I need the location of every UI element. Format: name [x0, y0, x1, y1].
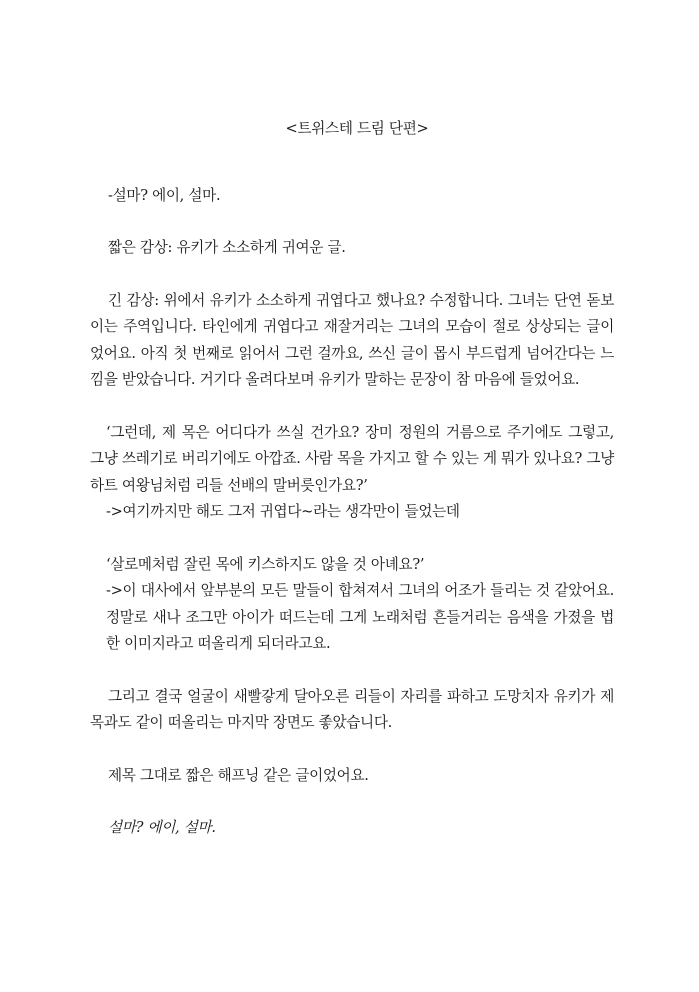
document-title: <트위스테 드림 단편>	[285, 120, 429, 137]
document-page	[90, 116, 614, 842]
comment-paragraph: ->이 대사에서 앞부분의 모든 말들이 합쳐져서 그녀의 어조가 들리는 것 같았어요. 정말로 새나 조그만 아이가 떠드는데 그게 노래처럼 흔들거리는 음색을 가졌을 법한 이미지라고 떠올리게 되더라고요.	[106, 582, 614, 652]
ending-review: 그리고 결국 얼굴이 새빨갛게 달아오른 리들이 자리를 파하고 도망치자 유키가 제목과도 같이 떠올리는 마지막 장면도 좋았습니다.	[90, 687, 614, 731]
quoted-passage: ‘살로메처럼 잘린 목에 키스하지도 않을 것 아녜요?’	[106, 555, 425, 573]
paragraph-gap	[90, 737, 614, 763]
quoted-passage: ‘그런데, 제 목은 어디다가 쓰실 건가요? 장미 정원의 거름으로 주기에도 그렇고, 그냥 쓰레기로 버리기에도 아깝죠. 사람 목을 가지고 할 수 있는 게 뭐가 있나요? 그냥 하트 여왕님처럼 리들 선배의 말버릇인가요?’	[90, 423, 614, 494]
opening-line: -설마? 에이, 설마.	[108, 186, 221, 204]
paragraph-gap	[90, 262, 614, 288]
closing-line: 설마? 에이, 설마.	[108, 819, 216, 836]
paragraph-gap	[90, 209, 614, 235]
paragraph-gap	[90, 526, 614, 552]
comment-paragraph: ->여기까지만 해도 그저 귀엽다~라는 생각만이 들었는데	[106, 503, 460, 520]
summary-line: 제목 그대로 짧은 해프닝 같은 글이었어요.	[108, 766, 369, 784]
long-review: 긴 감상: 위에서 유키가 소소하게 귀엽다고 했나요? 수정합니다. 그녀는 단연 돋보이는 주역입니다. 타인에게 귀엽다고 재잘거리는 그녀의 모습이 절로 상상되는 글이었어요. 아직 첫 번째로 읽어서 그런 걸까요, 쓰신 글이 몹시 부드럽게 넘어간다는 느낌을 받았습니다. 거기다 올려다보며 유키가 말하는 문장이 참 마음에 들었어요.	[90, 291, 614, 388]
paragraph-gap	[90, 394, 614, 420]
short-review: 짧은 감상: 유키가 소소하게 귀여운 글.	[108, 239, 346, 256]
paragraph-gap	[90, 658, 614, 684]
paragraph-gap	[90, 789, 614, 815]
